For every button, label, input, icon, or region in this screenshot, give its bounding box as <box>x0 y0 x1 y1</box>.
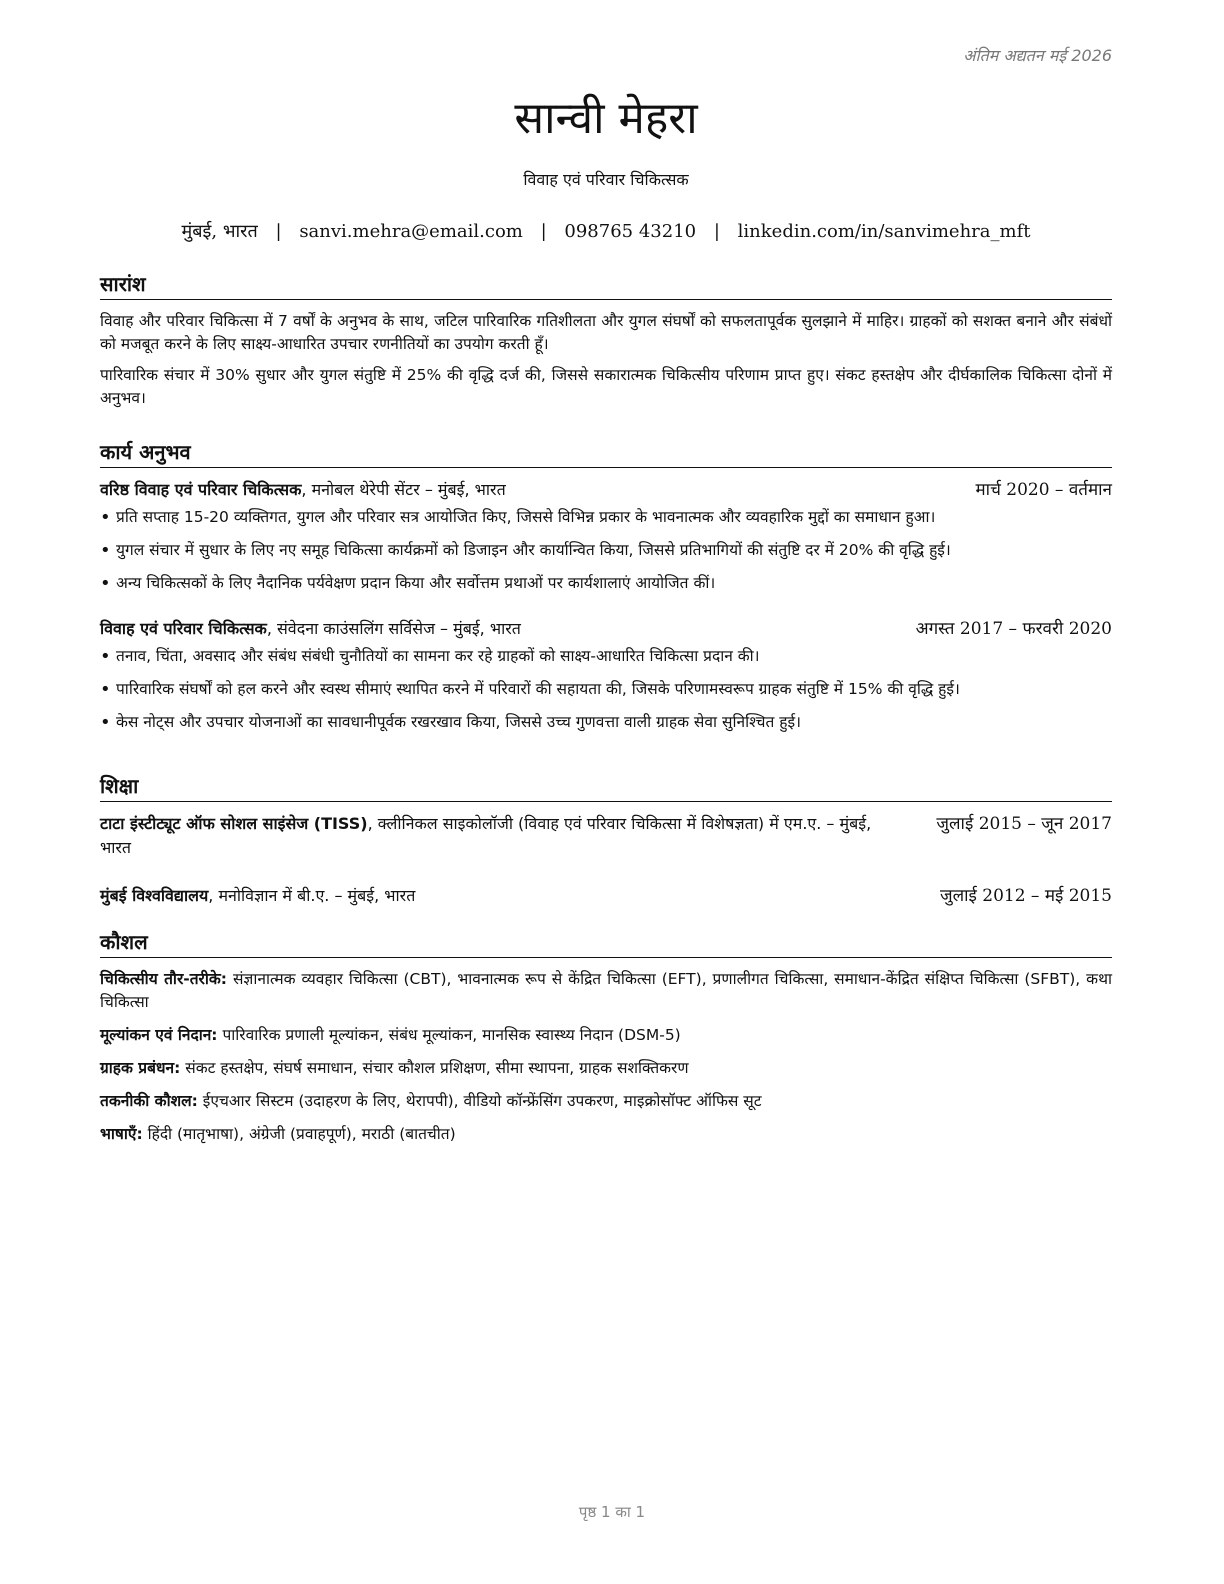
skill-label: चिकित्सीय तौर-तरीके: <box>100 970 228 988</box>
job-bullet: • युगल संचार में सुधार के लिए नए समूह चिकित्सा कार्यक्रमों को डिजाइन और कार्यान्वित किया, जिससे प्रतिभागियों की संतुष्टि दर में 20% की वृद्धि हुई। <box>100 539 1112 562</box>
summary-section <box>100 270 1112 418</box>
page-number: पृष्ठ 1 का 1 <box>578 1503 646 1521</box>
job-title-line <box>100 478 506 502</box>
job-org: , संवेदना काउंसलिंग सर्विसेज – मुंबई, भारत <box>266 619 521 638</box>
section-title: कौशल <box>100 928 1112 958</box>
education-entry <box>100 812 1112 860</box>
job-header <box>100 478 1112 502</box>
contact-separator: | <box>275 221 282 242</box>
job-date: अगस्त 2017 – फरवरी 2020 <box>915 619 1112 639</box>
job-bullets <box>100 645 1112 734</box>
education-school: टाटा इंस्टीट्यूट ऑफ सोशल साइंसेज (TISS) <box>100 814 368 833</box>
job-header <box>100 617 1112 641</box>
skill-label: ग्राहक प्रबंधन: <box>100 1059 181 1077</box>
experience-section <box>100 438 1112 744</box>
summary-paragraph: विवाह और परिवार चिकित्सा में 7 वर्षों के अनुभव के साथ, जटिल पारिवारिक गतिशीलता और युगल संघर्षों को सफलतापूर्वक सुलझाने में माहिर। ग्राहकों को सशक्त बनाने और संबंधों को मजबूत करने के लिए साक्ष्य-आधारित उपचार रणनीतियों का उपयोग करती हूँ। <box>100 312 1112 353</box>
summary-paragraph: पारिवारिक संचार में 30% सुधार और युगल संतुष्टि में 25% की वृद्धि दर्ज की, जिससे सकारात्मक चिकित्सीय परिणाम प्राप्त हुए। संकट हस्तक्षेप और दीर्घकालिक चिकित्सा दोनों में अनुभव। <box>100 366 1113 407</box>
skill-label: मूल्यांकन एवं निदान: <box>100 1026 218 1044</box>
job-org: , मनोबल थेरेपी सेंटर – मुंबई, भारत <box>301 480 506 499</box>
candidate-role: विवाह एवं परिवार चिकित्सक <box>523 170 689 189</box>
education-section <box>100 772 1112 908</box>
education-detail: , मनोविज्ञान में बी.ए. – मुंबई, भारत <box>208 886 416 905</box>
education-detail: , क्लीनिकल साइकोलॉजी (विवाह एवं परिवार चिकित्सा में विशेषज्ञता) में एम.ए. – मुंबई, भारत <box>100 814 872 857</box>
skill-value: संज्ञानात्मक व्यवहार चिकित्सा (CBT), भावनात्मक रूप से केंद्रित चिकित्सा (EFT), प्रणालीगत चिकित्सा, समाधान-केंद्रित संक्षिप्त चिकित्सा (SFBT), कथा चिकित्सा <box>100 970 1112 1011</box>
skill-line <box>100 1057 1112 1080</box>
contact-phone[interactable]: 098765 43210 <box>564 221 697 242</box>
skill-label: भाषाएँ: <box>100 1125 143 1143</box>
job-bullet: • पारिवारिक संघर्षों को हल करने और स्वस्थ सीमाएं स्थापित करने में परिवारों की सहायता की, जिसके परिणामस्वरूप ग्राहक संतुष्टि में 15% की वृद्धि हुई। <box>100 678 1112 701</box>
job-bullet: • केस नोट्स और उपचार योजनाओं का सावधानीपूर्वक रखरखाव किया, जिससे उच्च गुणवत्ता वाली ग्राहक सेवा सुनिश्चित हुई। <box>100 711 1112 734</box>
job-bullet: • अन्य चिकित्सकों के लिए नैदानिक पर्यवेक्षण प्रदान किया और सर्वोत्तम प्रथाओं पर कार्यशालाएं आयोजित कीं। <box>100 572 1112 595</box>
section-title: शिक्षा <box>100 772 1112 802</box>
job-title-line <box>100 617 521 641</box>
contact-separator: | <box>540 221 547 242</box>
job-entry <box>100 617 1112 734</box>
education-date: जुलाई 2015 – जून 2017 <box>936 814 1112 834</box>
job-role: वरिष्ठ विवाह एवं परिवार चिकित्सक <box>100 480 302 499</box>
education-entry <box>100 884 1112 908</box>
contact-separator: | <box>713 221 720 242</box>
job-bullets <box>100 506 1112 595</box>
contact-email[interactable]: sanvi.mehra@email.com <box>299 221 523 242</box>
section-title: कार्य अनुभव <box>100 438 1112 468</box>
skill-line <box>100 1024 1112 1047</box>
contact-linkedin[interactable]: linkedin.com/in/sanvimehra_mft <box>737 221 1031 242</box>
education-date: जुलाई 2012 – मई 2015 <box>939 886 1112 906</box>
skill-value: हिंदी (मातृभाषा), अंग्रेजी (प्रवाहपूर्ण), मराठी (बातचीत) <box>142 1125 456 1143</box>
skill-label: तकनीकी कौशल: <box>100 1092 198 1110</box>
candidate-name: सान्वी मेहरा <box>514 93 698 144</box>
skills-section <box>100 928 1112 1156</box>
last-updated: अंतिम अद्यतन मई 2026 <box>963 46 1112 65</box>
skill-value: पारिवारिक प्रणाली मूल्यांकन, संबंध मूल्यांकन, मानसिक स्वास्थ्य निदान (DSM-5) <box>217 1026 681 1044</box>
skill-line <box>100 1123 1112 1146</box>
job-entry <box>100 478 1112 595</box>
contact-location: मुंबई, भारत <box>181 221 258 242</box>
job-bullet: • तनाव, चिंता, अवसाद और संबंध संबंधी चुनौतियों का सामना कर रहे ग्राहकों को साक्ष्य-आधारित चिकित्सा प्रदान की। <box>100 645 1112 668</box>
education-school: मुंबई विश्वविद्यालय <box>100 886 209 905</box>
skill-line <box>100 968 1112 1014</box>
skill-value: ईएचआर सिस्टम (उदाहरण के लिए, थेरापपी), वीडियो कॉन्फ्रेंसिंग उपकरण, माइक्रोसॉफ्ट ऑफिस सूट <box>197 1092 762 1110</box>
contact-line <box>100 219 1112 243</box>
section-title: सारांश <box>100 270 1112 300</box>
job-role: विवाह एवं परिवार चिकित्सक <box>100 619 267 638</box>
resume-page <box>100 0 1112 1584</box>
skill-line <box>100 1090 1112 1113</box>
job-date: मार्च 2020 – वर्तमान <box>975 480 1112 500</box>
education-text <box>100 812 890 860</box>
skill-value: संकट हस्तक्षेप, संघर्ष समाधान, संचार कौशल प्रशिक्षण, सीमा स्थापना, ग्राहक सशक्तिकरण <box>180 1059 689 1077</box>
job-bullet: • प्रति सप्ताह 15-20 व्यक्तिगत, युगल और परिवार सत्र आयोजित किए, जिससे विभिन्न प्रकार के भावनात्मक और व्यवहारिक मुद्दों का समाधान हुआ। <box>100 506 1112 529</box>
education-text <box>100 884 890 908</box>
